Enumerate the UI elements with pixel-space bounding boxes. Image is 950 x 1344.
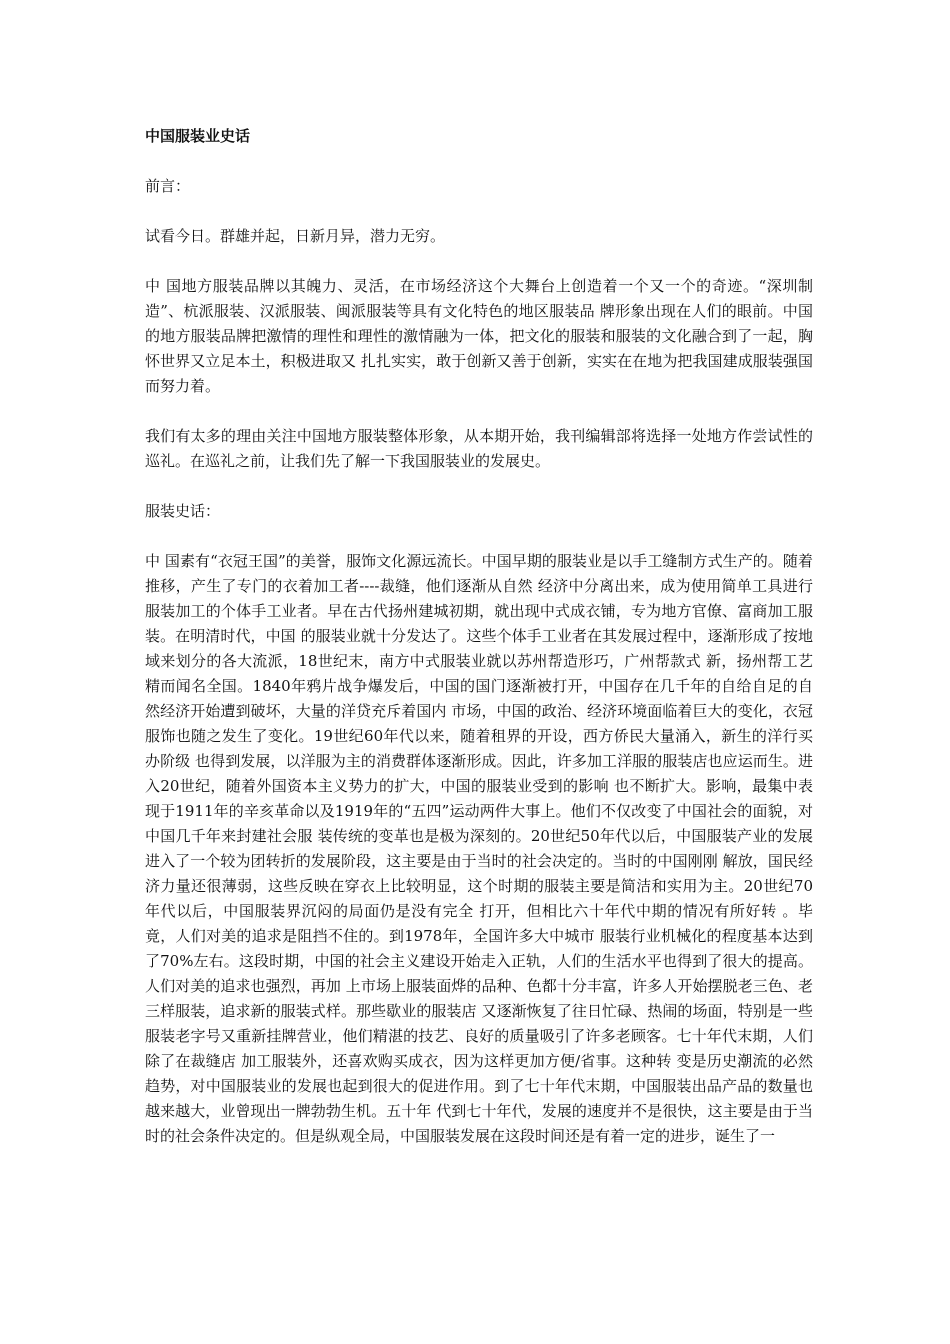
preface-lead: 试看今日。群雄并起，日新月异，潜力无穷。 bbox=[145, 227, 446, 245]
document-title: 中国服装业史话 bbox=[145, 127, 251, 145]
document-page bbox=[145, 124, 813, 1149]
preface-heading: 前言： bbox=[145, 177, 191, 195]
preface-paragraph-2: 我们有太多的理由关注中国地方服装整体形象，从本期开始，我刊编辑部将选择一处地方作尝试性的巡礼。在巡礼之前，让我们先了解一下我国服装业的发展史。 bbox=[145, 427, 813, 470]
history-heading: 服装史话： bbox=[145, 502, 221, 520]
preface-paragraph-1: 中 国地方服装品牌以其魄力、灵活，在市场经济这个大舞台上创造着一个又一个的奇迹。“深圳制造”、杭派服装、汉派服装、闽派服装等具有文化特色的地区服装品 牌形象出现在人们的眼前。中国的地方服装品牌把激情的理性和理性的激情融为一体，把文化的服装和服装的文化融合到了一起，胸怀世界又立足本土，积极进取又 扎扎实实，敢于创新又善于创新，实实在在地为把我国建成服装强国而努力着。 bbox=[145, 277, 813, 395]
history-paragraph-1: 中 国素有“衣冠王国”的美誉，服饰文化源远流长。中国早期的服装业是以手工缝制方式生产的。随着推移，产生了专门的衣着加工者----裁缝，他们逐渐从自然 经济中分离出来，成为使用简单工具进行服装加工的个体手工业者。早在古代扬州建城初期，就出现中式成衣铺，专为地方官僚、富商加工服装。在明清时代，中国 的服装业就十分发达了。这些个体手工业者在其发展过程中，逐渐形成了按地域来划分的各大流派，18世纪末，南方中式服装业就以苏州帮造形巧，广州帮款式 新，扬州帮工艺精而闻名全国。1840年鸦片战争爆发后，中国的国门逐渐被打开，中国存在几千年的自给自足的自然经济开始遭到破坏，大量的洋贷充斥着国内 市场，中国的政治、经济环境面临着巨大的变化，衣冠服饰也随之发生了变化。19世纪60年代以来，随着租界的开设，西方侨民大量涌入，新生的洋行买办阶级 也得到发展，以洋服为主的消费群体逐渐形成。因此，许多加工洋服的服装店也应运而生。进入20世纪，随着外国资本主义势力的扩大，中国的服装业受到的影响 也不断扩大。影响，最集中表现于1911年的辛亥革命以及1919年的“五四”运动两件大事上。他们不仅改变了中国社会的面貌，对中国几千年来封建社会服 装传统的变革也是极为深刻的。20世纪50年代以后，中国服装产业的发展进入了一个较为团转折的发展阶段，这主要是由于当时的社会决定的。当时的中国刚刚 解放，国民经济力量还很薄弱，这些反映在穿衣上比较明显，这个时期的服装主要是简洁和实用为主。20世纪70年代以后，中国服装界沉闷的局面仍是没有完全 打开，但相比六十年代中期的情况有所好转 。毕竟，人们对美的追求是阻挡不住的。到1978年，全国许多大中城市 服装行业机械化的程度基本达到了70%左右。这段时期，中国的社会主义建设开始走入正轨，人们的生活水平也得到了很大的提高。人们对美的追求也强烈，再加 上市场上服装面烨的品种、色都十分丰富，许多人开始摆脱老三色、老三样服装，追求新的服装式样。那些歇业的服装店 又逐渐恢复了往日忙碌、热闹的场面，特别是一些服装老字号又重新挂牌营业，他们精湛的技艺、良好的质量吸引了许多老顾客。七十年代末期，人们除了在裁缝店 加工服装外，还喜欢购买成衣，因为这样更加方便/省事。这种转 变是历史潮流的必然趋势，对中国服装业的发展也起到很大的促进作用。到了七十年代末期，中国服装出品产品的数量也越来越大，业曾现出一牌勃勃生机。五十年 代到七十年代，发展的速度并不是很快，这主要是由于当时的社会条件决定的。但是纵观全局，中国服装发展在这段时间还是有着一定的进步，诞生了一 bbox=[145, 552, 813, 1145]
